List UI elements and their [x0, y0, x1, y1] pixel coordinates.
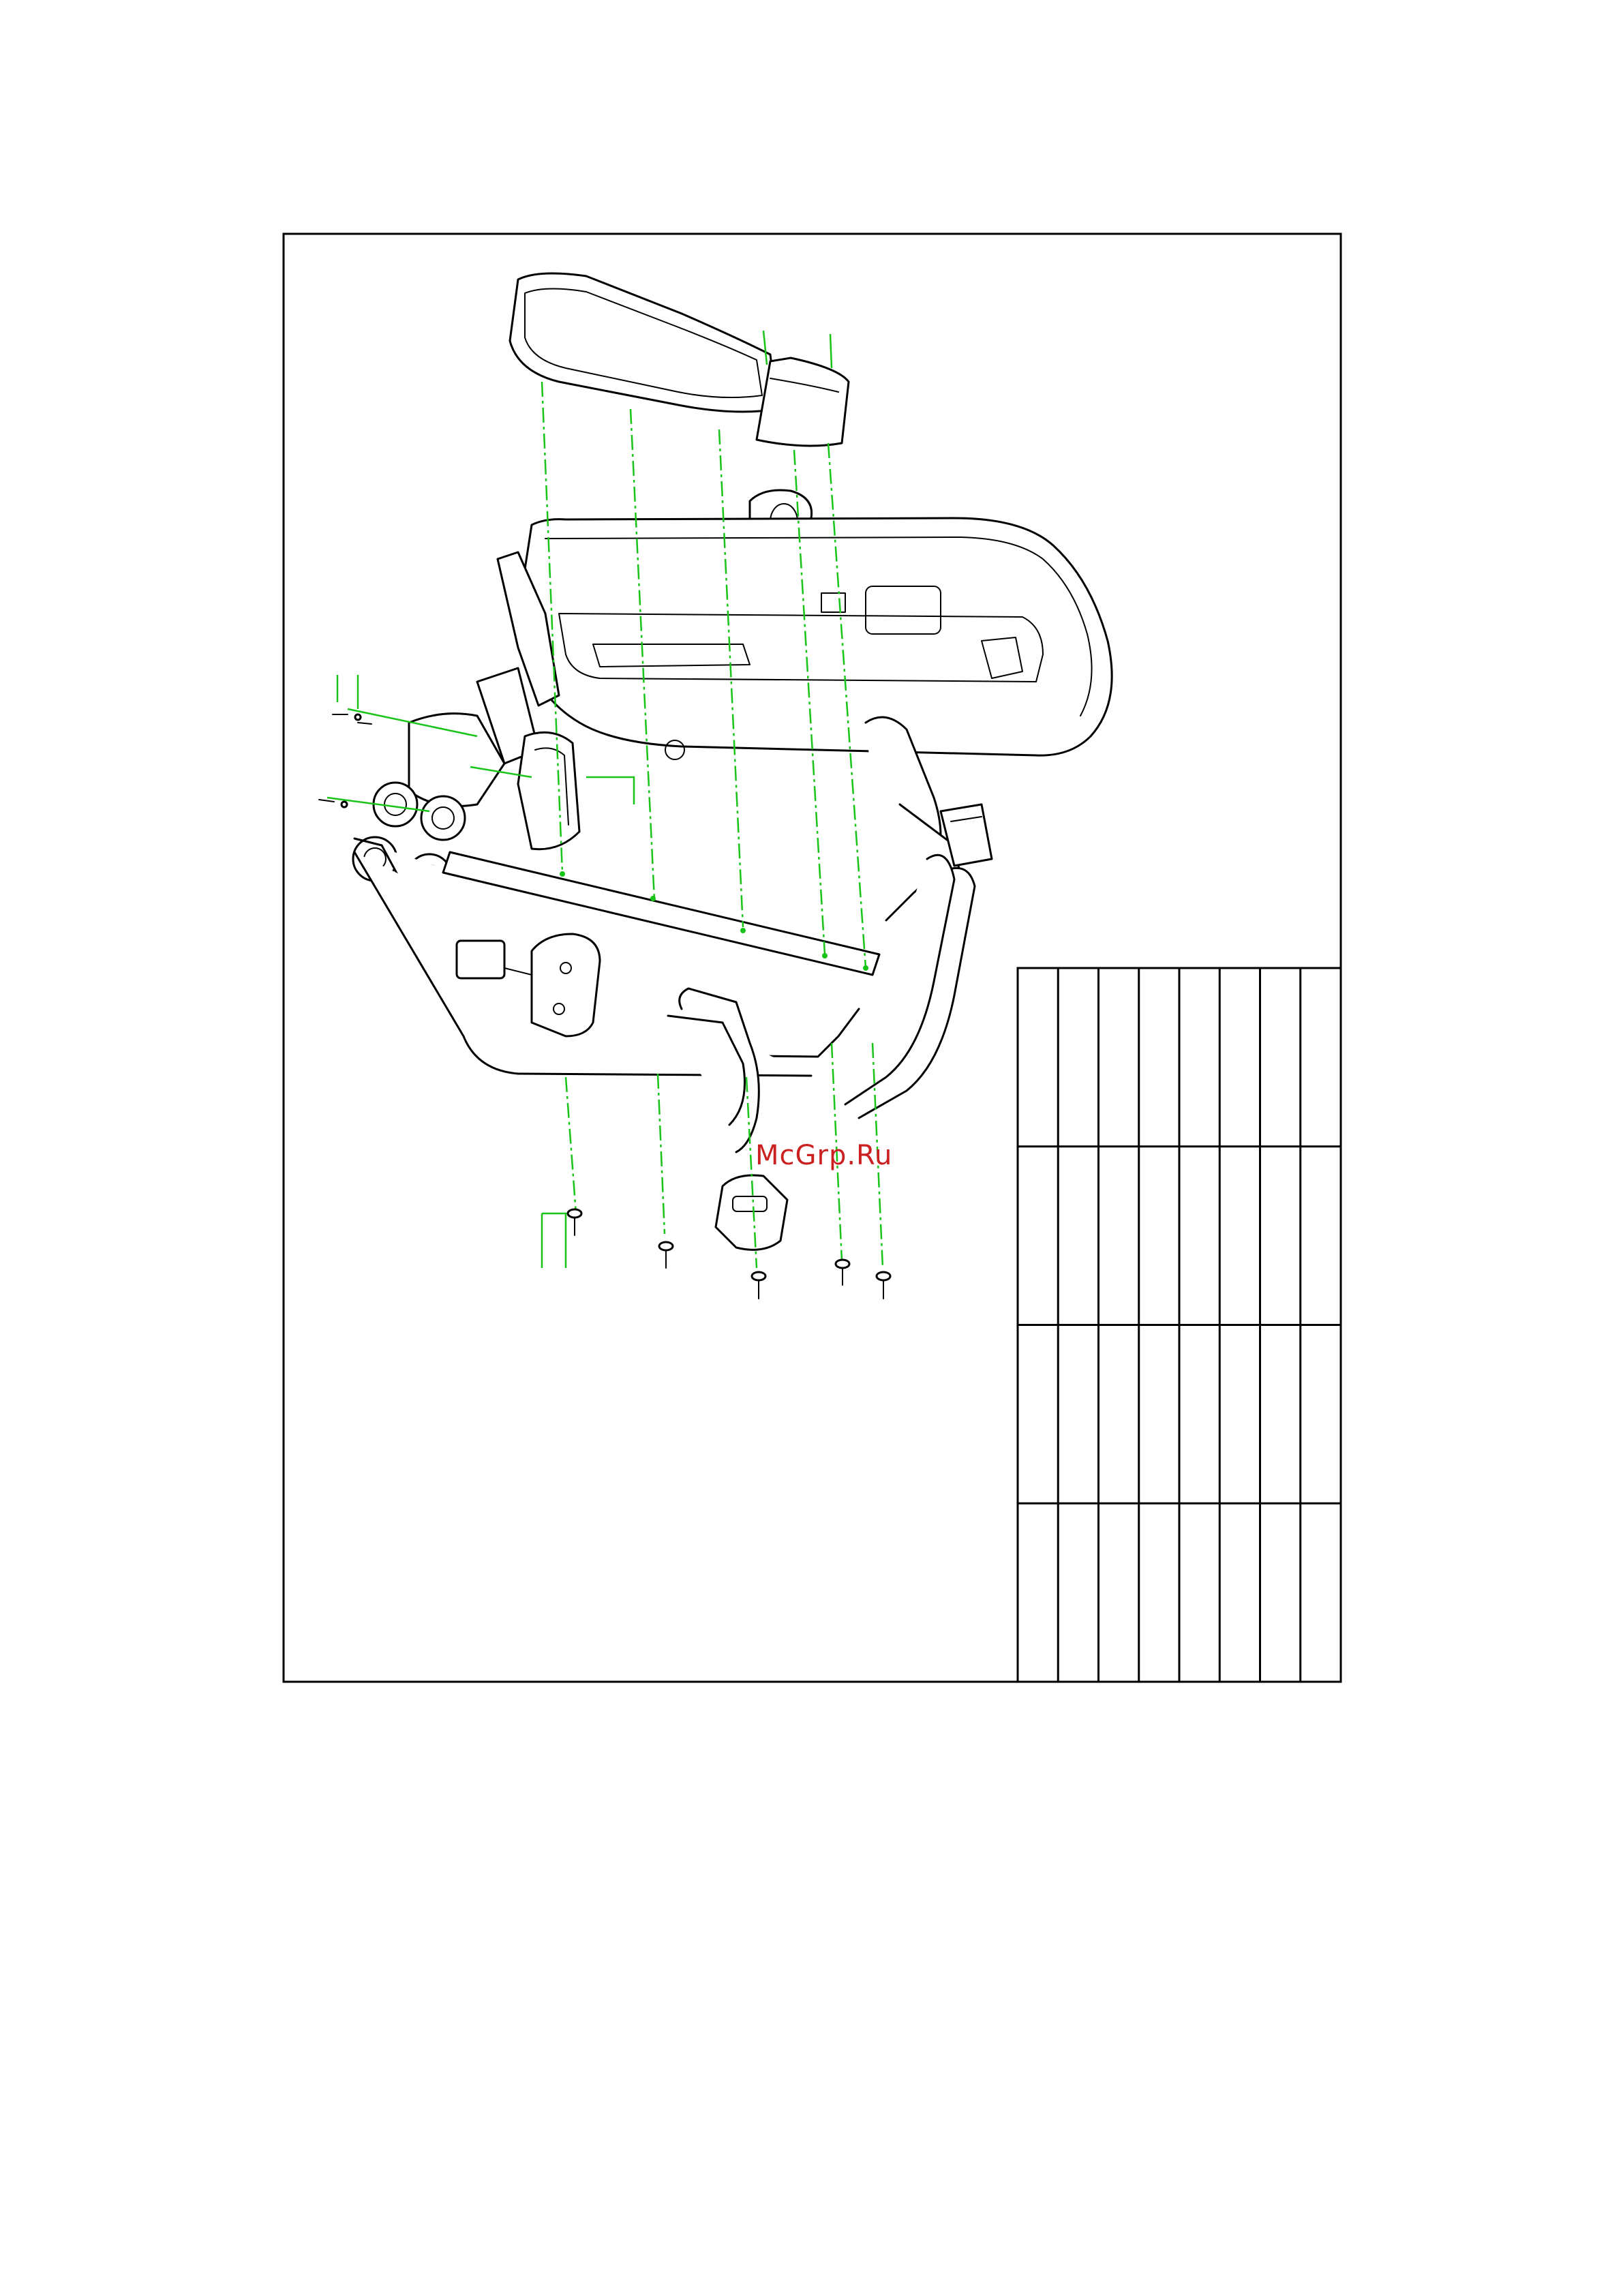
backrest-pad [510, 273, 777, 412]
watermark-text: McGrp.Ru [755, 1140, 893, 1171]
seat-frame [518, 518, 1112, 759]
side-pad [518, 732, 579, 849]
parts-table [1018, 968, 1341, 1682]
assembly-drawing [353, 273, 1112, 1250]
end-cap [757, 358, 849, 446]
